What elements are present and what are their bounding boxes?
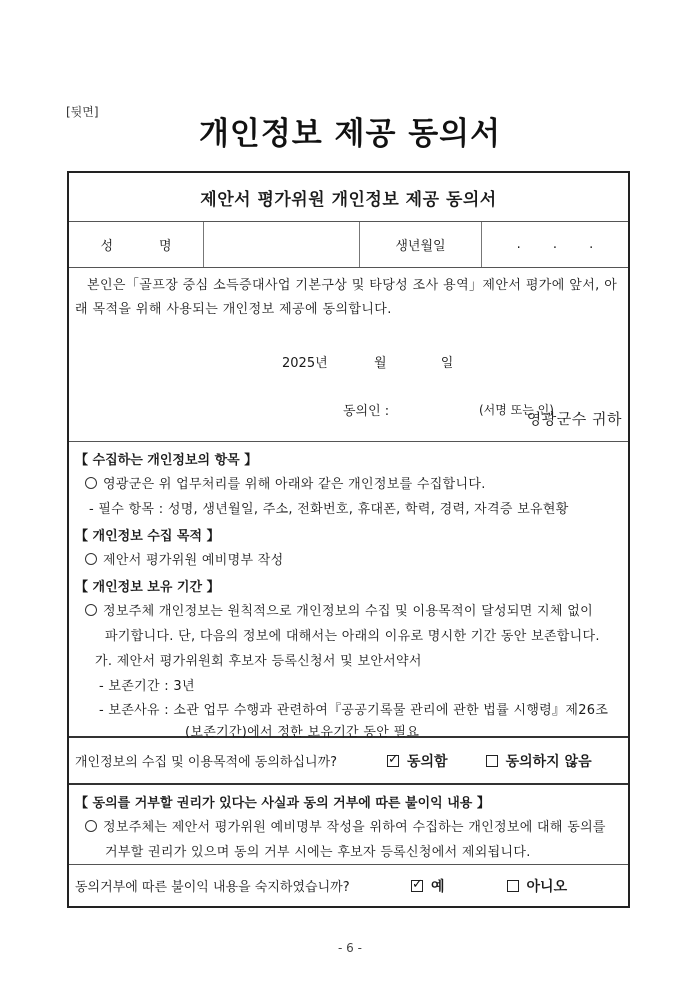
refusal-rights-block [69,785,628,865]
signature-field[interactable]: (서명 또는 인) [479,403,554,417]
checkbox-empty-icon[interactable] [486,755,498,767]
retention-reason-2: (보존기간)에서 정한 보유기간 동안 필요 [185,725,420,740]
option-disagree[interactable]: 동의하지 않음 [486,751,592,771]
consent-date [282,352,453,371]
consent-form [67,171,630,908]
purpose-heading: 【 개인정보 수집 목적 】 [75,529,220,544]
collected-items-line: 영광군은 위 업무처리를 위해 아래와 같은 개인정보를 수집합니다. [75,472,622,497]
birthdate-field[interactable]: . . . [516,237,608,252]
purpose-line: 제안서 평가위원 예비명부 작성 [75,548,622,573]
signer-label: 동의인 : [343,404,390,419]
consent-question-row [69,738,628,785]
consent-question: 개인정보의 수집 및 이용목적에 동의하십니까? [75,755,338,770]
circle-bullet-icon [85,820,97,832]
page-side-label: [뒷면] [66,105,99,119]
name-label-char-2: 명 [159,239,172,254]
refusal-line-2: 거부할 권리가 있으며 동의 거부 시에는 후보자 등록신청에서 제외됩니다. [105,845,531,860]
name-field[interactable] [204,222,360,267]
required-items-line: - 필수 항목 : 성명, 생년월일, 주소, 전화번호, 휴대폰, 학력, 경력, 자격증 보유현황 [89,502,569,517]
consent-statement: 본인은「골프장 중심 소득증대사업 기본구상 및 타당성 조사 용역」제안서 평가에 앞서, 아래 목적을 위해 사용되는 개인정보 제공에 동의합니다. [75,278,618,317]
form-title: 제안서 평가위원 개인정보 제공 동의서 [69,173,628,222]
page-number: - 6 - [338,941,362,955]
privacy-details [69,442,628,738]
date-year: 2025년 [282,356,328,371]
date-month[interactable]: 월 [373,356,387,371]
consent-statement-block [69,268,628,442]
personal-info-row [69,222,628,268]
refusal-line-1: 정보주체는 제안서 평가위원 예비명부 작성을 위하여 수집하는 개인정보에 대해 동의를 [75,815,622,840]
option-yes[interactable]: ✓ 예 [411,876,445,896]
circle-bullet-icon [85,553,97,565]
circle-bullet-icon [85,604,97,616]
acknowledge-question: 동의거부에 따른 불이익 내용을 숙지하였습니까? [75,880,350,895]
retention-line-1: 정보주체 개인정보는 원칙적으로 개인정보의 수집 및 이용목적이 달성되면 지체 없이 [75,599,622,624]
acknowledge-question-row [69,865,628,906]
date-day[interactable]: 일 [440,356,454,371]
circle-bullet-icon [85,477,97,489]
checkbox-checked-icon[interactable] [387,755,399,767]
name-label-char-1: 성 [100,239,113,254]
retention-sub-item: 가. 제안서 평가위원회 후보자 등록신청서 및 보안서약서 [95,654,422,669]
retention-line-2: 파기합니다. 단, 다음의 정보에 대해서는 아래의 이유로 명시한 기간 동안 보존합니다. [105,629,600,644]
name-label [69,222,204,267]
checkbox-checked-icon[interactable] [411,880,423,892]
checkbox-empty-icon[interactable] [507,880,519,892]
option-no[interactable]: 아니오 [507,876,568,896]
refusal-heading: 【 동의를 거부할 권리가 있다는 사실과 동의 거부에 따른 불이익 내용 】 [75,796,490,811]
retention-heading: 【 개인정보 보유 기간 】 [75,580,220,595]
retention-reason-1: - 보존사유 : 소관 업무 수행과 관련하여『공공기록물 관리에 관한 법률 시행령』제26조 [99,703,609,718]
option-agree[interactable]: ✓ 동의함 [387,751,448,771]
retention-period: - 보존기간 : 3년 [99,679,195,694]
addressee: 영광군수 귀하 [526,410,622,428]
document-title: 개인정보 제공 동의서 [198,116,502,152]
collected-items-heading: 【 수집하는 개인정보의 항목 】 [75,453,258,468]
birthdate-label: 생년월일 [360,222,482,267]
